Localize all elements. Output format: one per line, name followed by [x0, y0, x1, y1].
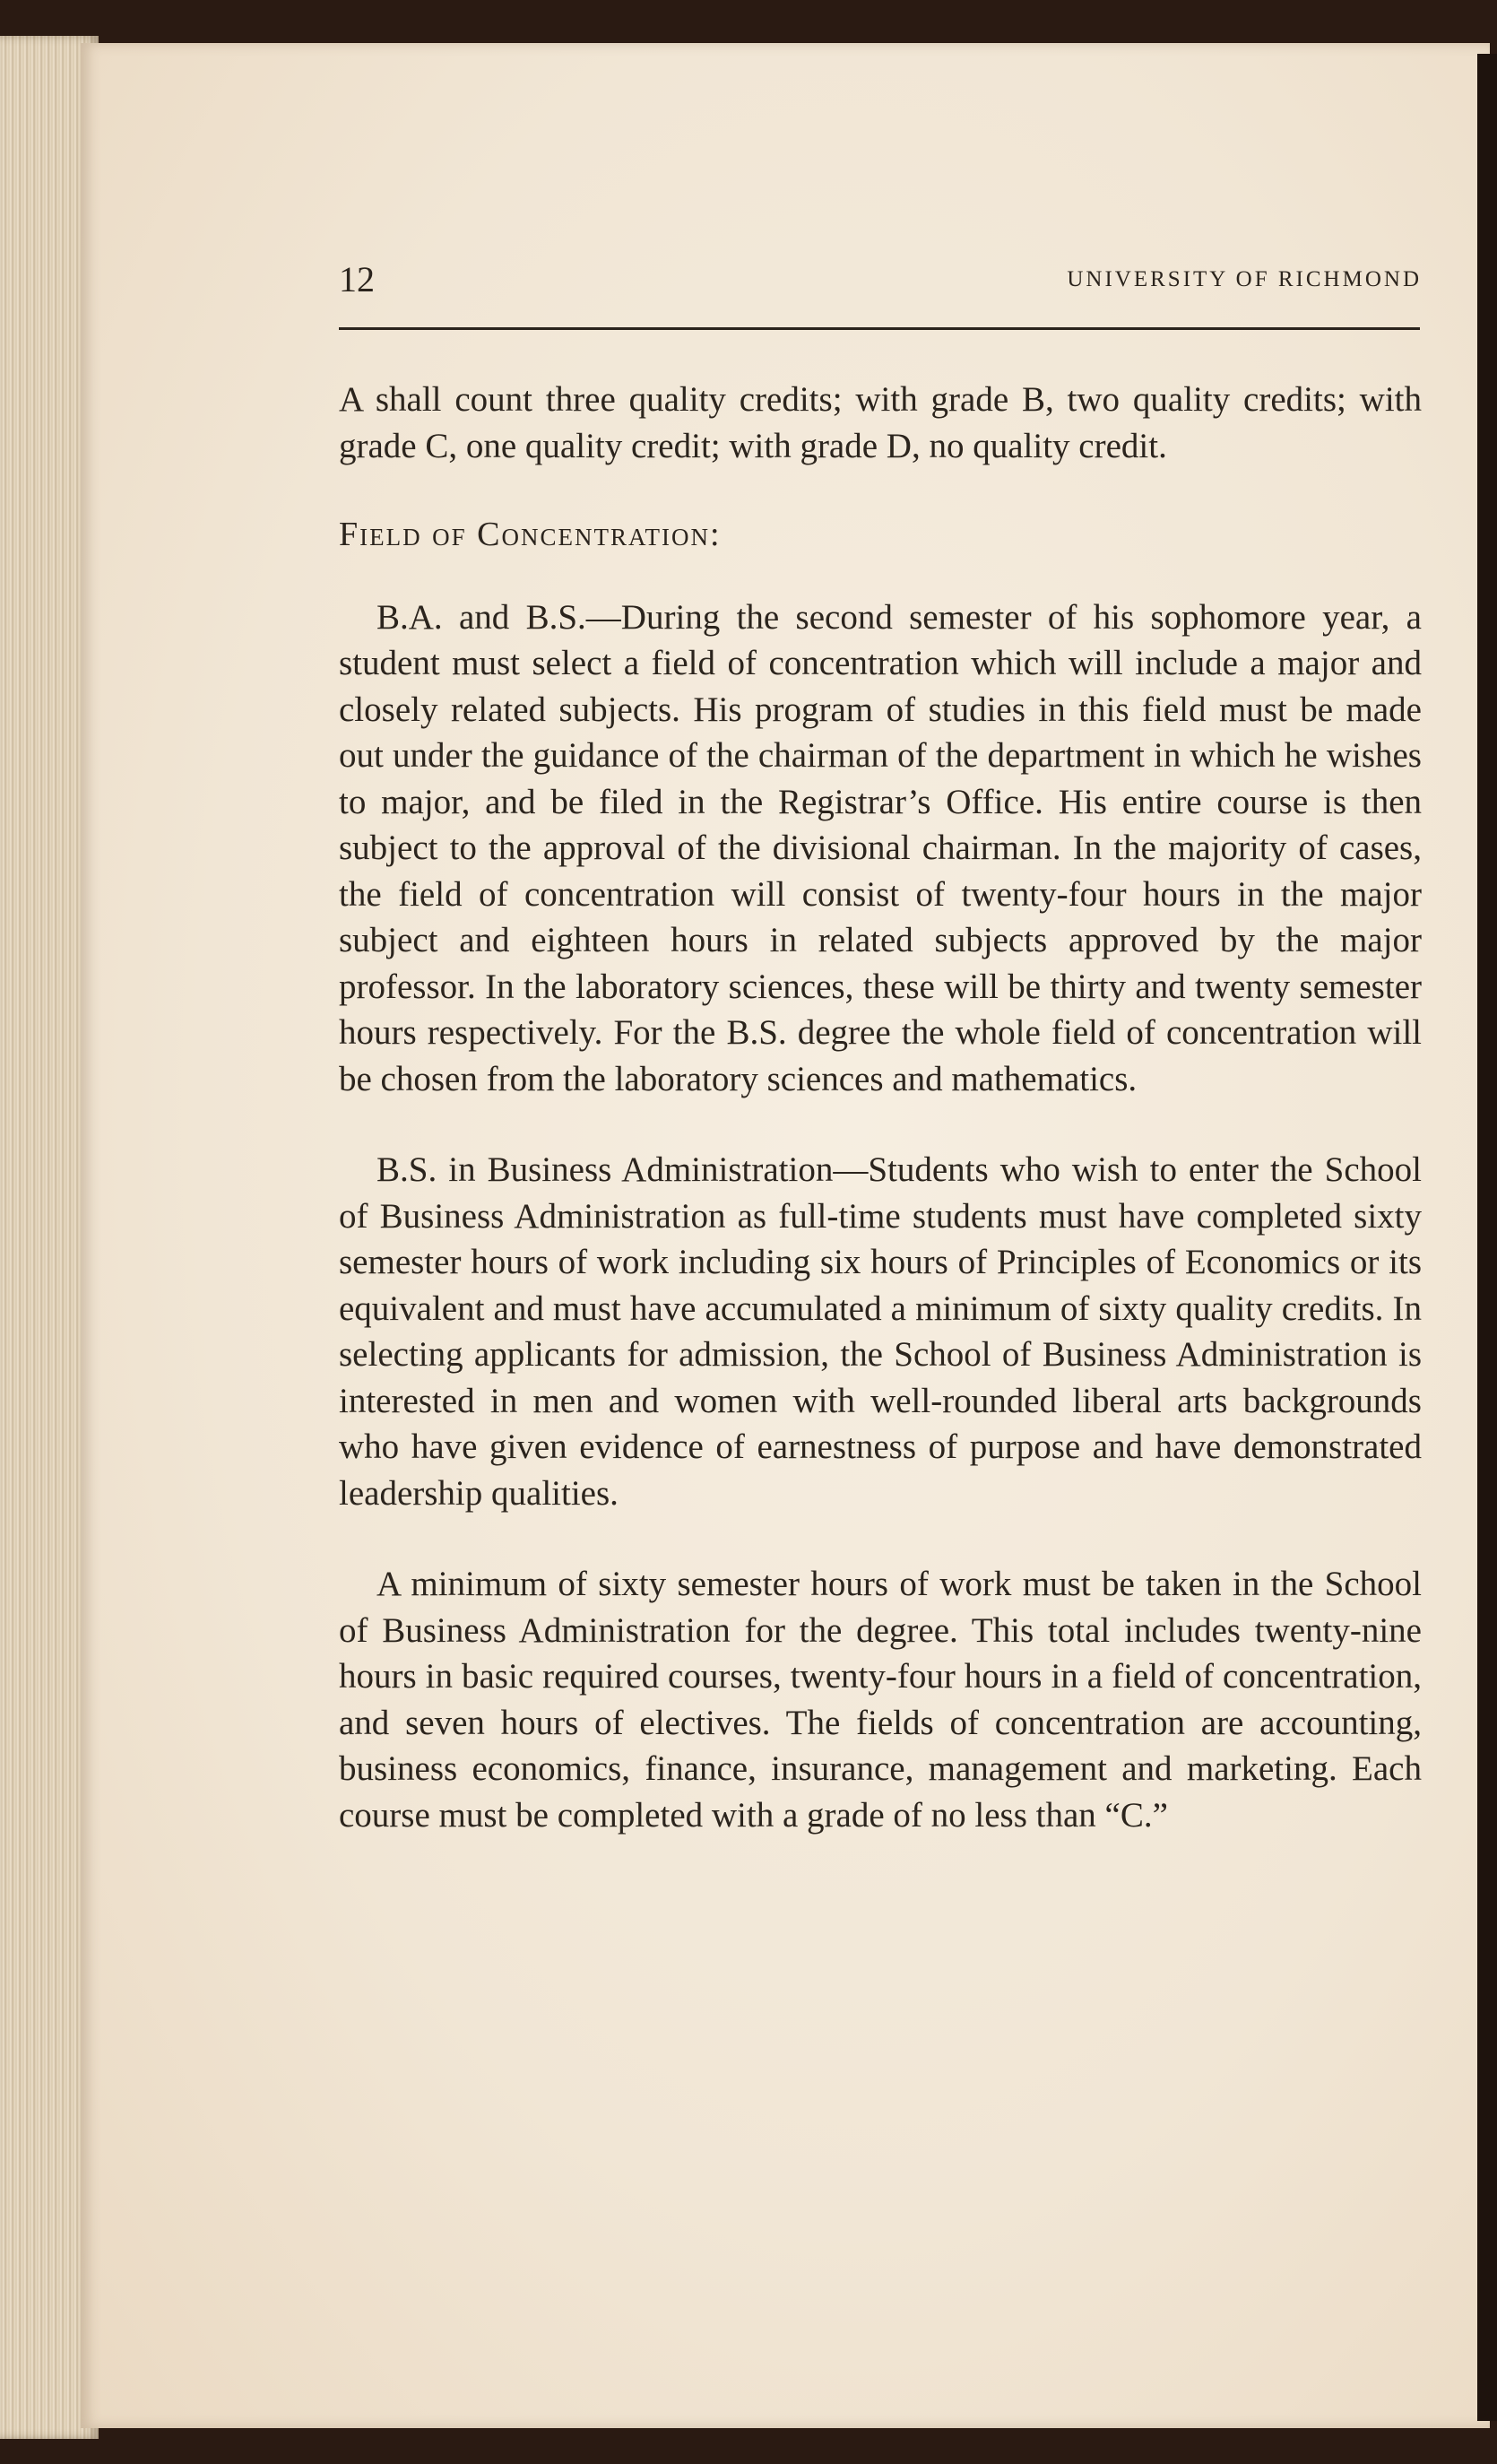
- page-header: [339, 258, 1422, 303]
- body-text: [339, 377, 1422, 1838]
- paragraph-business-admin: B.S. in Business Administration—Students who wish to enter the School of Business Administration as full-time students must have completed sixty semester hours of work including six hours of Principles of Economics or its equivalent and must have accumulated a minimum of sixty quality credits. In selecting applicants for admission, the School of Business Administration is interested in men and women with well-rounded liberal arts backgrounds who have given evidence of earnestness of purpose and have demonstrated leadership qualities.: [339, 1150, 1422, 1513]
- page-number: 12: [339, 259, 375, 299]
- running-head: UNIVERSITY OF RICHMOND: [1067, 267, 1422, 291]
- section-heading: Field of Concentration:: [339, 516, 722, 553]
- paragraph-minimum-hours: A minimum of sixty semester hours of work must be taken in the School of Business Administration for the degree. This total includes twenty-nine hours in basic required courses, twenty-four hours in a field of concentration, and seven hours of electives. The fields of concentration are accounting, business economics, finance, insurance, management and marketing. Each course must be completed with a grade of no less than “C.”: [339, 1565, 1422, 1835]
- header-rule: [339, 327, 1420, 330]
- paragraph-ba-bs: B.A. and B.S.—During the second semester of his sophomore year, a student must select a field of concentration which will include a major and closely related subjects. His program of studies in this field must be made out under the guidance of the chairman of the department in which he wishes to major, and be filed in the Registrar’s Office. His entire course is then subject to the approval of the divisional chairman. In the majority of cases, the field of concentration will consist of twenty-four hours in the major subject and eighteen hours in related subjects approved by the major professor. In the laboratory sciences, these will be thirty and twenty semester hours respectively. For the B.S. degree the whole field of concentration will be chosen from the laboratory sciences and mathematics.: [339, 597, 1422, 1098]
- book-right-edge: [1477, 54, 1497, 2421]
- opening-paragraph: A shall count three quality credits; with grade B, two quality credits; with grade C, one quality credit; with grade D, no quality credit.: [339, 380, 1422, 465]
